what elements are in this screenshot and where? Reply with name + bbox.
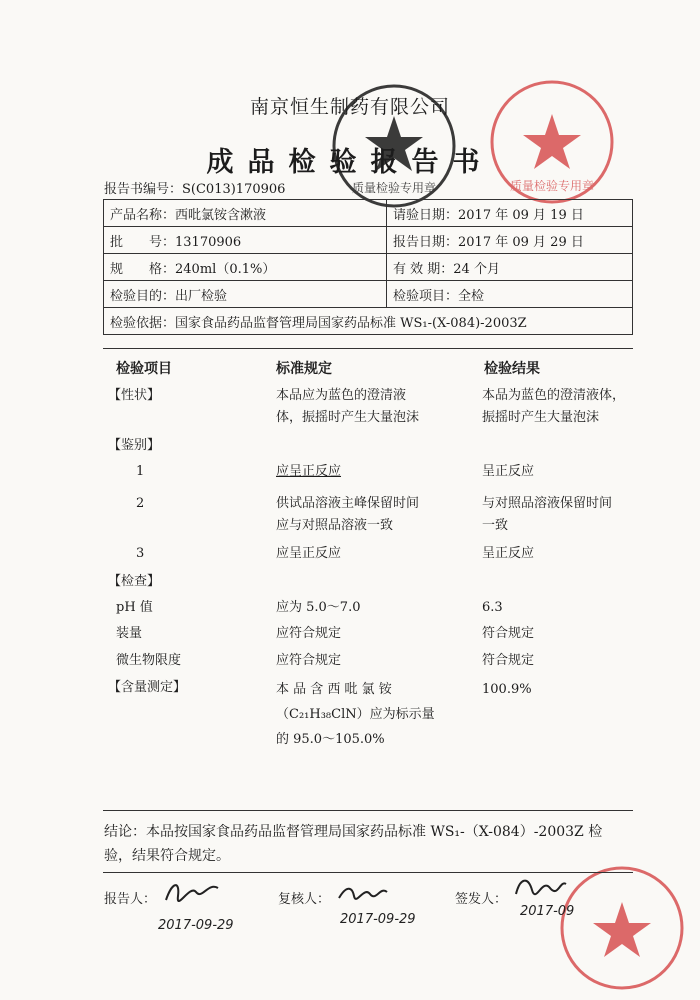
micro-item: 微生物限度 <box>116 653 182 668</box>
product-cell: 产品名称：西吡氯铵含漱液 <box>104 200 387 227</box>
reporter-date: 2017-09-29 <box>158 918 234 933</box>
ph-standard: 应为 5.0～7.0 <box>276 600 361 615</box>
reviewer-date: 2017-09-29 <box>340 912 416 927</box>
ident-2-result-line1: 与对照品溶液保留时间 <box>482 496 613 511</box>
request-date-value: 2017 年 09 月 19 日 <box>458 207 584 223</box>
assay-standard-line3: 的 95.0～105.0% <box>276 732 385 747</box>
report-date-cell: 报告日期：2017 年 09 月 29 日 <box>387 227 633 254</box>
ph-item: pH 值 <box>116 600 153 615</box>
appearance-result-line2: 振摇时产生大量泡沫 <box>482 410 600 425</box>
spec-value: 240ml（0.1%） <box>175 261 276 277</box>
fill-standard: 应符合规定 <box>276 626 342 641</box>
conclusion-line1: 结论：本品按国家食品药品监督管理局国家药品标准 WS₁-（X-084）-2003Z 检 <box>104 824 603 840</box>
identification-heading: 【鉴别】 <box>108 438 161 453</box>
check-heading: 【检查】 <box>108 574 161 589</box>
batch-cell: 批 号：13170906 <box>104 227 387 254</box>
basis-cell: 检验依据：国家食品药品监督管理局国家药品标准 WS₁-(X-084)-2003Z <box>104 308 633 335</box>
ident-1-number: 1 <box>136 464 145 479</box>
batch-value: 13170906 <box>175 234 242 250</box>
divider-top <box>103 348 633 349</box>
ident-3-result: 呈正反应 <box>482 546 535 561</box>
col-header-standard: 标准规定 <box>276 361 332 377</box>
ident-2-standard-line2: 应与对照品溶液一致 <box>276 518 394 533</box>
appearance-result-line1: 本品为蓝色的澄清液体， <box>482 388 626 403</box>
table-row <box>104 254 633 281</box>
col-header-result: 检验结果 <box>484 361 540 377</box>
quality-stamp-red <box>556 862 688 994</box>
purpose-cell: 检验目的：出厂检验 <box>104 281 387 308</box>
request-date-cell: 请验日期：2017 年 09 月 19 日 <box>387 200 633 227</box>
reviewer-signature <box>336 880 390 906</box>
fill-item: 装量 <box>116 626 143 641</box>
report-number: 报告书编号：S(C013)170906 <box>104 182 286 197</box>
reporter-signature <box>162 874 222 908</box>
ident-1-standard: 应呈正反应 <box>276 464 342 479</box>
appearance-standard-line2: 体，振摇时产生大量泡沫 <box>276 410 420 425</box>
spec-cell: 规 格：240ml（0.1%） <box>104 254 387 281</box>
fill-result: 符合规定 <box>482 626 535 641</box>
col-header-item: 检验项目 <box>116 361 172 377</box>
ident-2-number: 2 <box>136 496 145 511</box>
items-cell: 检验项目：全检 <box>387 281 633 308</box>
ident-1-result: 呈正反应 <box>482 464 535 479</box>
validity-value: 24 个月 <box>453 261 500 277</box>
company-name: 南京恒生制药有限公司 <box>249 96 450 118</box>
info-table <box>103 199 633 335</box>
reporter-label: 报告人： <box>104 892 157 907</box>
report-date-value: 2017 年 09 月 29 日 <box>458 234 584 250</box>
micro-result: 符合规定 <box>482 653 535 668</box>
divider-conclusion-top <box>103 810 633 811</box>
issuer-label: 签发人： <box>455 892 508 907</box>
appearance-heading: 【性状】 <box>108 388 161 403</box>
conclusion-line2: 验，结果符合规定。 <box>104 848 230 864</box>
assay-result: 100.9% <box>482 682 532 697</box>
assay-heading: 【含量测定】 <box>108 680 187 695</box>
assay-standard-line1: 本 品 含 西 吡 氯 铵 <box>276 682 392 697</box>
table-row <box>104 308 633 335</box>
micro-standard: 应符合规定 <box>276 653 342 668</box>
items-value: 全检 <box>458 288 485 304</box>
issuer-date: 2017-09 <box>520 904 575 919</box>
table-row <box>104 227 633 254</box>
assay-standard-line2: （C₂₁H₃₈ClN）应为标示量 <box>276 707 435 722</box>
purpose-value: 出厂检验 <box>175 288 228 304</box>
issuer-signature <box>512 872 570 902</box>
product-value: 西吡氯铵含漱液 <box>175 207 267 223</box>
svg-text:质量检验专用章: 质量检验专用章 <box>351 181 437 195</box>
table-row <box>104 281 633 308</box>
report-title: 成品检验报告书 <box>206 147 494 178</box>
validity-cell: 有 效 期：24 个月 <box>387 254 633 281</box>
appearance-standard-line1: 本品应为蓝色的澄清液 <box>276 388 407 403</box>
reviewer-label: 复核人： <box>278 892 331 907</box>
ph-result: 6.3 <box>482 600 503 615</box>
basis-value: 国家食品药品监督管理局国家药品标准 WS₁-(X-084)-2003Z <box>175 315 527 331</box>
table-row <box>104 200 633 227</box>
conclusion <box>104 820 644 868</box>
ident-3-number: 3 <box>136 546 145 561</box>
svg-text:质量检验专用章: 质量检验专用章 <box>509 179 595 193</box>
ident-2-standard-line1: 供试品溶液主峰保留时间 <box>276 496 420 511</box>
ident-2-result-line2: 一致 <box>482 518 509 533</box>
ident-3-standard: 应呈正反应 <box>276 546 342 561</box>
